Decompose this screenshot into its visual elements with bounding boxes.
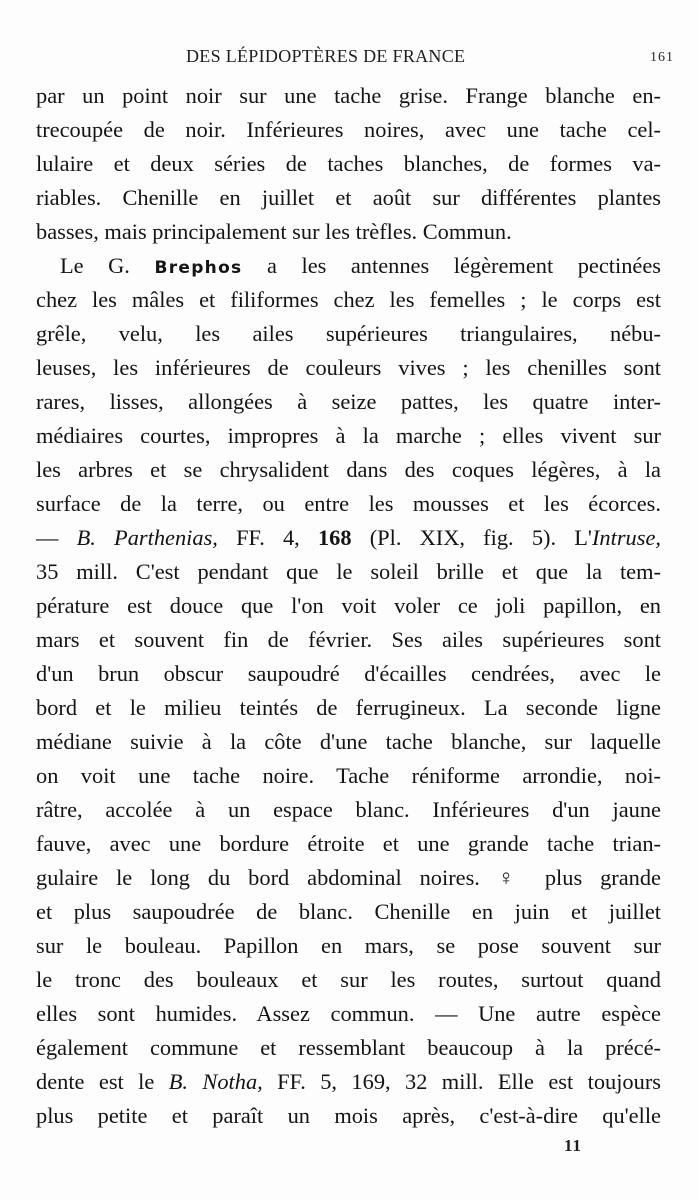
text-segment: (Pl. XIX, fig. 5). L' [351, 525, 592, 550]
text-segment: — [36, 525, 77, 550]
text-segment: FF. 4, [217, 525, 318, 550]
text-line: et plus saupoudrée de blanc. Chenille en juin et juillet [36, 899, 661, 924]
text-line: pérature est douce que l'on voit voler ce joli papillon, en [36, 593, 661, 618]
text-line: plus petite et paraît un mois après, c'est-à-dire qu'elle [36, 1103, 661, 1128]
reference-number: 168 [317, 525, 352, 550]
text-line: on voit une tache noire. Tache réniforme arrondie, noi- [36, 763, 661, 788]
text-segment: a les antennes légèrement pectinées [267, 253, 661, 278]
text-line: grêle, velu, les ailes supérieures triangulaires, nébu- [36, 321, 661, 346]
text-line: bord et le milieu teintés de ferrugineux. La seconde ligne [36, 695, 661, 720]
text-line: râtre, accolée à un espace blanc. Inférieures d'un jaune [36, 797, 661, 822]
body-text [36, 79, 661, 1133]
text-line: lulaire et deux séries de taches blanches, de formes va- [36, 151, 661, 176]
text-line: leuses, les inférieures de couleurs vives ; les chenilles sont [36, 355, 661, 380]
text-line: sur le bouleau. Papillon en mars, se pose souvent sur [36, 933, 661, 958]
text-line: médiaires courtes, impropres à la marche ; elles vivent sur [36, 423, 661, 448]
text-line: gulaire le long du bord abdominal noires. ♀ plus grande [36, 865, 661, 890]
text-line: elles sont humides. Assez commun. — Une autre espèce [36, 1001, 661, 1026]
text-line: surface de la terre, ou entre les mousses et les écorces. [36, 491, 661, 516]
text-line: trecoupée de noir. Inférieures noires, avec une tache cel- [36, 117, 661, 142]
text-line: fauve, avec une bordure étroite et une grande tache trian- [36, 831, 661, 856]
text-line: chez les mâles et filiformes chez les femelles ; le corps est [36, 287, 661, 312]
species-name: B. Parthenias, [76, 525, 218, 550]
text-line: par un point noir sur une tache grise. Frange blanche en- [36, 83, 661, 108]
running-head [0, 44, 698, 70]
text-line: médiane suivie à la côte d'une tache blanche, sur laquelle [36, 729, 661, 754]
text-line: 35 mill. C'est pendant que le soleil brille et que la tem- [36, 559, 661, 584]
signature-mark: 11 [564, 1136, 583, 1155]
page-number: 161 [650, 50, 674, 65]
text-line: d'un brun obscur saupoudré d'écailles cendrées, avec le [36, 661, 661, 686]
running-title: DES LÉPIDOPTÈRES DE FRANCE [186, 46, 466, 66]
text-line: riables. Chenille en juillet et août sur différentes plantes [36, 185, 661, 210]
text-line [36, 1065, 661, 1099]
text-line: les arbres et se chrysalident dans des coques légères, à la [36, 457, 661, 482]
text-segment: dente est le [36, 1069, 169, 1094]
text-segment: FF. 5, 169, 32 mill. Elle est toujours [262, 1069, 661, 1094]
species-name: B. Notha, [168, 1069, 263, 1094]
text-line: le tronc des bouleaux et sur les routes, surtout quand [36, 967, 661, 992]
text-line [36, 249, 661, 283]
text-line: basses, mais principalement sur les trèfles. Commun. [36, 219, 512, 244]
text-line: rares, lisses, allongées à seize pattes, les quatre inter- [36, 389, 661, 414]
genus-prefix: Le G. [60, 253, 130, 278]
text-line: également commune et ressemblant beaucoup à la précé- [36, 1035, 661, 1060]
genus-name: Brephos [154, 258, 243, 278]
text-line [36, 521, 661, 555]
common-name: Intruse, [591, 525, 661, 550]
text-line: mars et souvent fin de février. Ses ailes supérieures sont [36, 627, 661, 652]
